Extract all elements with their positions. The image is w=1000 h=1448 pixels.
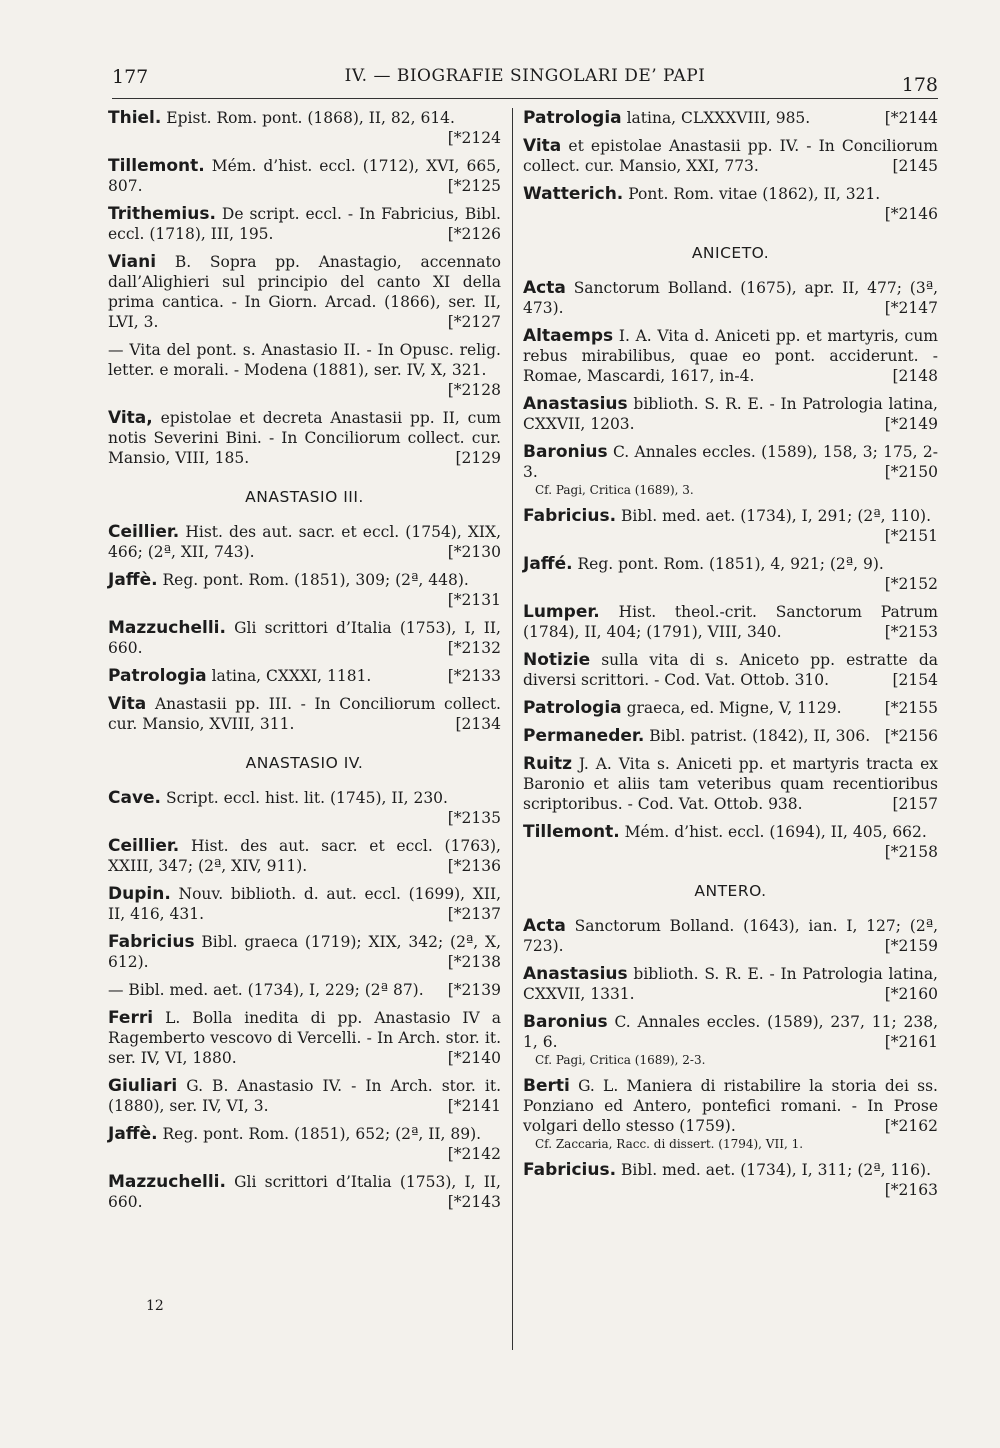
bibliography-entry bbox=[108, 618, 501, 658]
bibliography-entry bbox=[108, 836, 501, 876]
entry-note: Cf. Pagi, Critica (1689), 3. bbox=[535, 483, 694, 497]
entry-author: Tillemont. bbox=[523, 822, 620, 842]
entry-citation: Reg. pont. Rom. (1851), 652; (2ª, II, 89). bbox=[162, 1125, 482, 1143]
entry-citation: Gli scrittori d’Italia (1753), I, II, 660. bbox=[108, 1173, 501, 1211]
bibliography-entry bbox=[108, 1124, 501, 1164]
entry-reference-number: [*2150 bbox=[884, 463, 938, 481]
bibliography-entry bbox=[108, 694, 501, 734]
bibliography-entry bbox=[523, 184, 938, 224]
entry-reference-number: [2157 bbox=[892, 795, 938, 813]
bibliography-entry bbox=[108, 1172, 501, 1212]
bibliography-entry bbox=[108, 156, 501, 196]
bibliography-entry bbox=[108, 788, 501, 828]
entry-citation: J. A. Vita s. Aniceti pp. et martyris tracta ex Baronio et aliis tam veteribus quam recentioribus scriptoribus. - Cod. Vat. Ottob. 938. bbox=[523, 755, 938, 813]
entry-reference-number: [*2159 bbox=[884, 937, 938, 955]
entry-reference-number: [*2153 bbox=[884, 623, 938, 641]
entry-author: Anastasius bbox=[523, 964, 628, 984]
entry-author: Acta bbox=[523, 916, 566, 936]
entry-citation: Nouv. biblioth. d. aut. eccl. (1699), XII, II, 416, 431. bbox=[108, 885, 501, 923]
entry-citation: Hist. des aut. sacr. et eccl. (1754), XIX, 466; (2ª, XII, 743). bbox=[108, 523, 501, 561]
entry-reference-number: [*2155 bbox=[884, 699, 938, 717]
bibliography-entry bbox=[108, 522, 501, 562]
bibliography-entry bbox=[108, 570, 501, 610]
entry-citation: Hist. theol.-crit. Sanctorum Patrum (1784), II, 404; (1791), VIII, 340. bbox=[523, 603, 939, 641]
entry-reference-number: [*2142 bbox=[447, 1145, 501, 1163]
bibliography-entry bbox=[108, 980, 501, 1000]
left-column bbox=[108, 108, 501, 1220]
section-heading: ANASTASIO IV. bbox=[245, 754, 364, 772]
bibliography-entry bbox=[523, 1076, 938, 1152]
entry-reference-number: [2154 bbox=[892, 671, 938, 689]
entry-citation: biblioth. S. R. E. - In Patrologia latina, CXXVII, 1331. bbox=[523, 965, 938, 1003]
entry-reference-number: [2134 bbox=[455, 715, 501, 733]
entry-citation: Gli scrittori d’Italia (1753), I, II, 660. bbox=[108, 619, 501, 657]
right-column bbox=[523, 108, 938, 1208]
entry-author: Jaffè. bbox=[108, 570, 158, 590]
entry-author: Tillemont. bbox=[108, 156, 205, 176]
entry-author: Fabricius bbox=[108, 932, 195, 952]
entry-citation: C. Annales eccles. (1589), 237, 11; 238, 1, 6. bbox=[523, 1013, 938, 1051]
entry-author: Fabricius. bbox=[523, 1160, 617, 1180]
bibliography-entry bbox=[108, 252, 501, 332]
entry-reference-number: [*2146 bbox=[884, 205, 938, 223]
bibliography-entry bbox=[523, 326, 938, 386]
entry-author: Acta bbox=[523, 278, 566, 298]
entry-author: Watterich. bbox=[523, 184, 624, 204]
entry-reference-number: [*2151 bbox=[884, 527, 938, 545]
entry-author: Ruitz bbox=[523, 754, 573, 774]
entry-reference-number: [*2137 bbox=[447, 905, 501, 923]
entry-author: Altaemps bbox=[523, 326, 614, 346]
entry-author: Trithemius. bbox=[108, 204, 216, 224]
entry-citation: Epist. Rom. pont. (1868), II, 82, 614. bbox=[166, 109, 455, 127]
entry-reference-number: [*2162 bbox=[884, 1117, 938, 1135]
entry-citation: Pont. Rom. vitae (1862), II, 321. bbox=[628, 185, 881, 203]
entry-reference-number: [*2130 bbox=[447, 543, 501, 561]
bibliography-entry bbox=[523, 964, 938, 1004]
entry-author: Fabricius. bbox=[523, 506, 617, 526]
entry-citation: De script. eccl. - In Fabricius, Bibl. eccl. (1718), III, 195. bbox=[108, 205, 501, 243]
entry-author: Patrologia bbox=[108, 666, 207, 686]
bibliography-entry bbox=[108, 408, 501, 468]
entry-reference-number: [*2163 bbox=[884, 1181, 938, 1199]
entry-citation: Reg. pont. Rom. (1851), 309; (2ª, 448). bbox=[162, 571, 469, 589]
section-heading: ANASTASIO III. bbox=[245, 488, 364, 506]
entry-citation: L. Bolla inedita di pp. Anastasio IV a Ragemberto vescovo di Vercelli. - In Arch. stor. it. ser. IV, VI, 1880. bbox=[108, 1009, 501, 1067]
entry-reference-number: [*2152 bbox=[884, 575, 938, 593]
entry-author: Viani bbox=[108, 252, 157, 272]
bibliography-entry bbox=[523, 698, 938, 718]
bibliography-entry bbox=[108, 666, 501, 686]
bibliography-entry bbox=[108, 108, 501, 148]
entry-reference-number: [*2161 bbox=[884, 1033, 938, 1051]
bibliography-entry bbox=[523, 442, 938, 498]
bibliography-entry bbox=[523, 278, 938, 318]
entry-reference-number: [*2128 bbox=[447, 381, 501, 399]
entry-reference-number: [*2132 bbox=[447, 639, 501, 657]
entry-author: Patrologia bbox=[523, 108, 622, 128]
entry-author: Baronius bbox=[523, 1012, 608, 1032]
entry-citation: G. L. Maniera di ristabilire la storia dei ss. Ponziano ed Antero, pontefici romani. - In Prose volgari dello stesso (1759). bbox=[523, 1077, 938, 1135]
entry-citation: I. A. Vita d. Aniceti pp. et martyris, cum rebus mirabilibus, quae eo pont. acciderunt. - Romae, Mascardi, 1617, in-4. bbox=[523, 327, 938, 385]
entry-author: Lumper. bbox=[523, 602, 600, 622]
entry-citation: Script. eccl. hist. lit. (1745), II, 230. bbox=[165, 789, 448, 807]
entry-author: Patrologia bbox=[523, 698, 622, 718]
entry-author: Jaffè. bbox=[108, 1124, 158, 1144]
entry-author: Permaneder. bbox=[523, 726, 645, 746]
entry-reference-number: [*2147 bbox=[884, 299, 938, 317]
entry-author: Mazzuchelli. bbox=[108, 1172, 226, 1192]
entry-author: Anastasius bbox=[523, 394, 628, 414]
entry-reference-number: [*2127 bbox=[447, 313, 501, 331]
bibliography-entry bbox=[108, 884, 501, 924]
entry-citation: graeca, ed. Migne, V, 1129. bbox=[626, 699, 842, 717]
bibliography-entry bbox=[523, 1160, 938, 1200]
bibliography-entry bbox=[523, 602, 938, 642]
entry-reference-number: [*2149 bbox=[884, 415, 938, 433]
entry-citation: Bibl. med. aet. (1734), I, 291; (2ª, 110). bbox=[621, 507, 932, 525]
bibliography-entry bbox=[523, 650, 938, 690]
entry-author: Berti bbox=[523, 1076, 570, 1096]
bibliography-entry bbox=[523, 916, 938, 956]
entry-reference-number: [*2143 bbox=[447, 1193, 501, 1211]
entry-citation: sulla vita di s. Aniceto pp. estratte da diversi scrittori. - Cod. Vat. Ottob. 310. bbox=[523, 651, 938, 689]
entry-author: Baronius bbox=[523, 442, 608, 462]
entry-author: Mazzuchelli. bbox=[108, 618, 226, 638]
entry-reference-number: [*2131 bbox=[447, 591, 501, 609]
entry-reference-number: [*2156 bbox=[884, 727, 938, 745]
entry-reference-number: [*2133 bbox=[447, 667, 501, 685]
bibliography-entry bbox=[523, 506, 938, 546]
page-number-left: 177 bbox=[112, 66, 149, 88]
bibliography-entry bbox=[523, 136, 938, 176]
entry-citation: G. B. Anastasio IV. - In Arch. stor. it. (1880), ser. IV, VI, 3. bbox=[108, 1077, 501, 1115]
entry-citation: latina, CXXXI, 1181. bbox=[211, 667, 372, 685]
entry-citation: Sanctorum Bolland. (1643), ian. I, 127; (2ª, 723). bbox=[523, 917, 938, 955]
bibliography-entry bbox=[523, 108, 938, 128]
bibliography-entry bbox=[108, 340, 501, 400]
entry-note: Cf. Zaccaria, Racc. di dissert. (1794), VII, 1. bbox=[535, 1137, 804, 1151]
entry-author: Jaffé. bbox=[523, 554, 573, 574]
entry-citation: biblioth. S. R. E. - In Patrologia latina, CXXVII, 1203. bbox=[523, 395, 938, 433]
entry-reference-number: [*2139 bbox=[447, 981, 501, 999]
entry-reference-number: [*2138 bbox=[447, 953, 501, 971]
entry-citation: Bibl. graeca (1719); XIX, 342; (2ª, X, 612). bbox=[108, 933, 501, 971]
bibliography-entry bbox=[523, 1012, 938, 1068]
bibliography-entry bbox=[108, 932, 501, 972]
entry-reference-number: [*2158 bbox=[884, 843, 938, 861]
bibliography-entry bbox=[108, 204, 501, 244]
entry-citation: Reg. pont. Rom. (1851), 4, 921; (2ª, 9). bbox=[577, 555, 884, 573]
entry-author: Vita, bbox=[108, 408, 153, 428]
entry-reference-number: [2145 bbox=[892, 157, 938, 175]
entry-author: Giuliari bbox=[108, 1076, 178, 1096]
entry-citation: Hist. des aut. sacr. et eccl. (1763), XXIII, 347; (2ª, XIV, 911). bbox=[108, 837, 501, 875]
entry-citation: B. Sopra pp. Anastagio, accennato dall’Alighieri sul principio del canto XI della prima cantica. - In Giorn. Arcad. (1866), ser. II, LVI, 3. bbox=[108, 253, 502, 331]
bibliography-entry bbox=[523, 394, 938, 434]
entry-citation: Sanctorum Bolland. (1675), apr. II, 477; (3ª, 473). bbox=[523, 279, 938, 317]
entry-citation: — Bibl. med. aet. (1734), I, 229; (2ª 87). bbox=[108, 981, 424, 999]
entry-author: Vita bbox=[523, 136, 562, 156]
entry-citation: Mém. d’hist. eccl. (1712), XVI, 665, 807. bbox=[108, 157, 501, 195]
entry-author: Ferri bbox=[108, 1008, 154, 1028]
entry-author: Dupin. bbox=[108, 884, 171, 904]
section-heading: ANTERO. bbox=[694, 882, 767, 900]
entry-citation: epistolae et decreta Anastasii pp. II, cum notis Severini Bini. - In Conciliorum collect. cur. Mansio, VIII, 185. bbox=[108, 409, 501, 467]
entry-author: Ceillier. bbox=[108, 836, 180, 856]
entry-reference-number: [*2141 bbox=[447, 1097, 501, 1115]
entry-reference-number: [*2126 bbox=[447, 225, 501, 243]
entry-citation: C. Annales eccles. (1589), 158, 3; 175, 2-3. bbox=[523, 443, 938, 481]
running-title: IV. — BIOGRAFIE SINGOLARI DE’ PAPI bbox=[344, 66, 706, 86]
bibliography-entry bbox=[523, 754, 938, 814]
entry-reference-number: [*2135 bbox=[447, 809, 501, 827]
bibliography-entry bbox=[108, 1008, 501, 1068]
entry-author: Vita bbox=[108, 694, 147, 714]
entry-citation: et epistolae Anastasii pp. IV. - In Conciliorum collect. cur. Mansio, XXI, 773. bbox=[523, 137, 938, 175]
entry-author: Cave. bbox=[108, 788, 162, 808]
entry-reference-number: [2148 bbox=[892, 367, 938, 385]
bibliography-entry bbox=[523, 726, 938, 746]
column-separator bbox=[512, 108, 513, 1350]
entry-citation: Mém. d’hist. eccl. (1694), II, 405, 662. bbox=[624, 823, 927, 841]
page-number-right: 178 bbox=[901, 74, 938, 96]
bibliography-entry bbox=[523, 554, 938, 594]
entry-reference-number: [*2124 bbox=[447, 129, 501, 147]
bibliography-entry bbox=[108, 1076, 501, 1116]
header-rule bbox=[112, 98, 938, 99]
entry-citation: — Vita del pont. s. Anastasio II. - In Opusc. relig. letter. e morali. - Modena (1881), ser. IV, X, 321. bbox=[108, 341, 501, 379]
signature-mark: 12 bbox=[146, 1298, 164, 1314]
entry-citation: Bibl. patrist. (1842), II, 306. bbox=[649, 727, 871, 745]
page-header bbox=[112, 60, 938, 94]
entry-reference-number: [2129 bbox=[455, 449, 501, 467]
entry-author: Ceillier. bbox=[108, 522, 180, 542]
entry-reference-number: [*2136 bbox=[447, 857, 501, 875]
entry-reference-number: [*2160 bbox=[884, 985, 938, 1003]
entry-reference-number: [*2125 bbox=[447, 177, 501, 195]
entry-author: Notizie bbox=[523, 650, 591, 670]
entry-author: Thiel. bbox=[108, 108, 162, 128]
entry-citation: Anastasii pp. III. - In Conciliorum collect. cur. Mansio, XVIII, 311. bbox=[108, 695, 501, 733]
section-heading: ANICETO. bbox=[691, 244, 770, 262]
entry-reference-number: [*2144 bbox=[884, 109, 938, 127]
entry-note: Cf. Pagi, Critica (1689), 2-3. bbox=[535, 1053, 706, 1067]
bibliography-entry bbox=[523, 822, 938, 862]
entry-citation: Bibl. med. aet. (1734), I, 311; (2ª, 116). bbox=[621, 1161, 932, 1179]
entry-reference-number: [*2140 bbox=[447, 1049, 501, 1067]
entry-citation: latina, CLXXXVIII, 985. bbox=[626, 109, 811, 127]
